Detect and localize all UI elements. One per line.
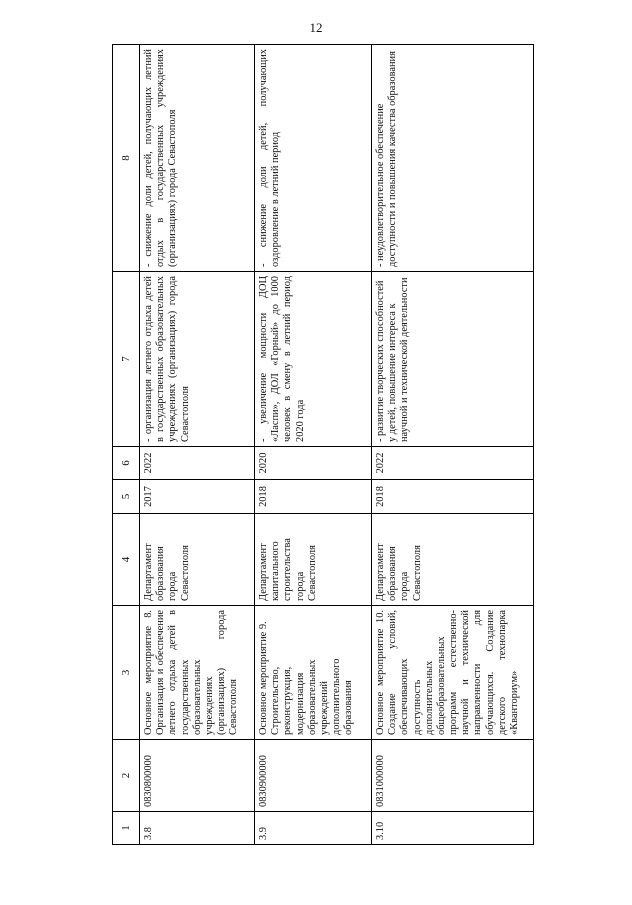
budget-code: 0830900000: [255, 740, 372, 812]
header-cell: 8: [113, 45, 140, 272]
expected-result: - организация летнего отдыха детей в государственных образовательных учреждениях (организациях) города Севастополя: [140, 272, 255, 447]
executor: Департамент образования города Севастополя: [140, 514, 255, 606]
start-year: 2018: [255, 480, 372, 514]
start-year: 2017: [140, 480, 255, 514]
consequence: - снижение доли детей, получающих оздоровление в летний период: [255, 45, 372, 272]
row-number: 3.10: [372, 812, 534, 845]
table-row: [140, 45, 255, 845]
table-row: [372, 45, 534, 845]
expected-result: - увеличение мощности ДОЦ «Ласпи», ДОЛ «Горный» до 1000 человек в смену в летний период 2020 года: [255, 272, 372, 447]
row-number: 3.9: [255, 812, 372, 845]
header-row: [113, 45, 140, 845]
consequence: - снижение доли детей, получающих летний отдых в государственных учреждениях (организациях) города Севастополя: [140, 45, 255, 272]
row-number: 3.8: [140, 812, 255, 845]
header-cell: 4: [113, 514, 140, 606]
executor: Департамент капитального строительства города Севастополя: [255, 514, 372, 606]
header-cell: 7: [113, 272, 140, 447]
event-description: Основное мероприятие 8. Организация и обеспечение летнего отдыха детей в государственных образовательных учреждениях (организациях) города Севастополя: [140, 606, 255, 740]
executor: Департамент образования города Севастополя: [372, 514, 534, 606]
header-cell: 2: [113, 740, 140, 812]
end-year: 2020: [255, 447, 372, 480]
event-description: Основное мероприятие 10. Создание условий, обеспечивающих доступность дополнительных общеобразовательных программ естественно-научной и технической направленности для обучающихся. Создание детского технопарка «Кванториум»: [372, 606, 534, 740]
header-cell: 5: [113, 480, 140, 514]
program-activities-table: [112, 44, 534, 845]
table-row: [255, 45, 372, 845]
rotated-table-container: [112, 45, 520, 845]
budget-code: 0831000000: [372, 740, 534, 812]
expected-result: - развитие творческих способностей у детей, повышение интереса к научной и технической деятельности: [372, 272, 534, 447]
page-number: 12: [309, 20, 323, 35]
header-cell: 6: [113, 447, 140, 480]
end-year: 2022: [372, 447, 534, 480]
header-cell: 3: [113, 606, 140, 740]
start-year: 2018: [372, 480, 534, 514]
consequence: - неудовлетворительное обеспечение доступности и повышения качества образования: [372, 45, 534, 272]
end-year: 2022: [140, 447, 255, 480]
budget-code: 0830800000: [140, 740, 255, 812]
event-description: Основное мероприятие 9. Строительство, реконструкция, модернизация образовательных учреждений дополнительного образования: [255, 606, 372, 740]
header-cell: 1: [113, 812, 140, 845]
